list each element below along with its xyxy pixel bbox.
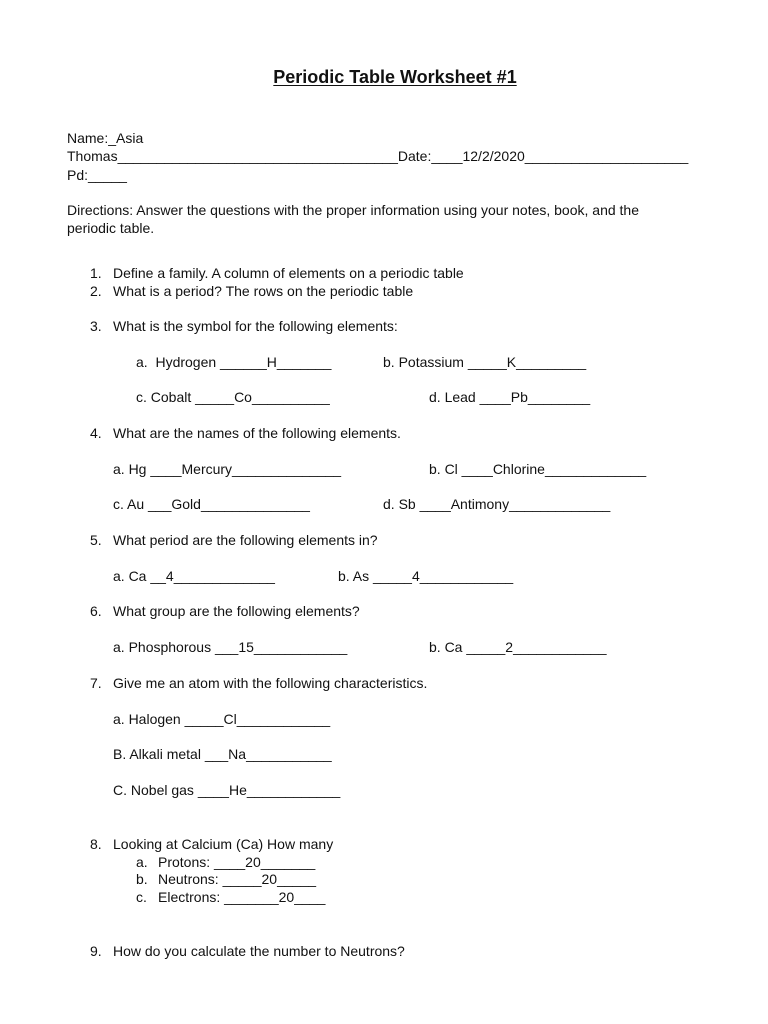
question-text: Looking at Calcium (Ca) How many <box>113 836 334 852</box>
question-text: What is the symbol for the following elements: <box>113 318 398 334</box>
answer-gold: c. Au ___Gold______________ <box>113 496 310 512</box>
answer-electrons: Electrons: _______20____ <box>158 889 326 905</box>
question-number: 3. <box>90 318 102 334</box>
thomas-date-line: Thomas____________________________________Date:____12/2/2020_____________________ <box>67 148 689 164</box>
question-number: 4. <box>90 425 102 441</box>
question-text: What is a period? The rows on the periodic table <box>113 283 414 299</box>
answer-potassium: b. Potassium _____K_________ <box>383 354 587 370</box>
question-number: 9. <box>90 943 102 959</box>
question-text: Define a family. A column of elements on a periodic table <box>113 265 464 281</box>
question-text: What period are the following elements in? <box>113 532 378 548</box>
directions-line-2: periodic table. <box>67 220 155 236</box>
answer-lead: d. Lead ____Pb________ <box>429 389 591 405</box>
answer-ca-period: a. Ca __4_____________ <box>113 568 275 584</box>
worksheet-title: Periodic Table Worksheet #1 <box>273 67 517 87</box>
answer-hydrogen: a. Hydrogen ______H_______ <box>136 354 332 370</box>
question-number: 1. <box>90 265 102 281</box>
name-line: Name:_Asia <box>67 130 144 146</box>
period-line: Pd:_____ <box>67 167 127 183</box>
question-number: 7. <box>90 675 102 691</box>
answer-as-period: b. As _____4____________ <box>338 568 514 584</box>
answer-antimony: d. Sb ____Antimony_____________ <box>383 496 611 512</box>
answer-protons: Protons: ____20_______ <box>158 854 316 870</box>
question-number: 5. <box>90 532 102 548</box>
subitem-letter: a. <box>136 854 148 870</box>
subitem-letter: b. <box>136 871 148 887</box>
question-text: Give me an atom with the following characteristics. <box>113 675 428 691</box>
directions-line-1: Directions: Answer the questions with the proper information using your notes, book, and the <box>67 202 639 218</box>
answer-cobalt: c. Cobalt _____Co__________ <box>136 389 330 405</box>
question-number: 8. <box>90 836 102 852</box>
question-text: What are the names of the following elements. <box>113 425 401 441</box>
answer-noble-gas: C. Nobel gas ____He____________ <box>113 782 341 798</box>
question-text: How do you calculate the number to Neutrons? <box>113 943 405 959</box>
question-number: 2. <box>90 283 102 299</box>
answer-halogen: a. Halogen _____Cl____________ <box>113 711 331 727</box>
question-text: What group are the following elements? <box>113 603 360 619</box>
answer-mercury: a. Hg ____Mercury______________ <box>113 461 342 477</box>
answer-phosphorous-group: a. Phosphorous ___15____________ <box>113 639 348 655</box>
answer-chlorine: b. Cl ____Chlorine_____________ <box>429 461 647 477</box>
question-number: 6. <box>90 603 102 619</box>
answer-ca-group: b. Ca _____2____________ <box>429 639 607 655</box>
subitem-letter: c. <box>136 889 147 905</box>
answer-neutrons: Neutrons: _____20_____ <box>158 871 317 887</box>
answer-alkali-metal: B. Alkali metal ___Na___________ <box>113 746 332 762</box>
